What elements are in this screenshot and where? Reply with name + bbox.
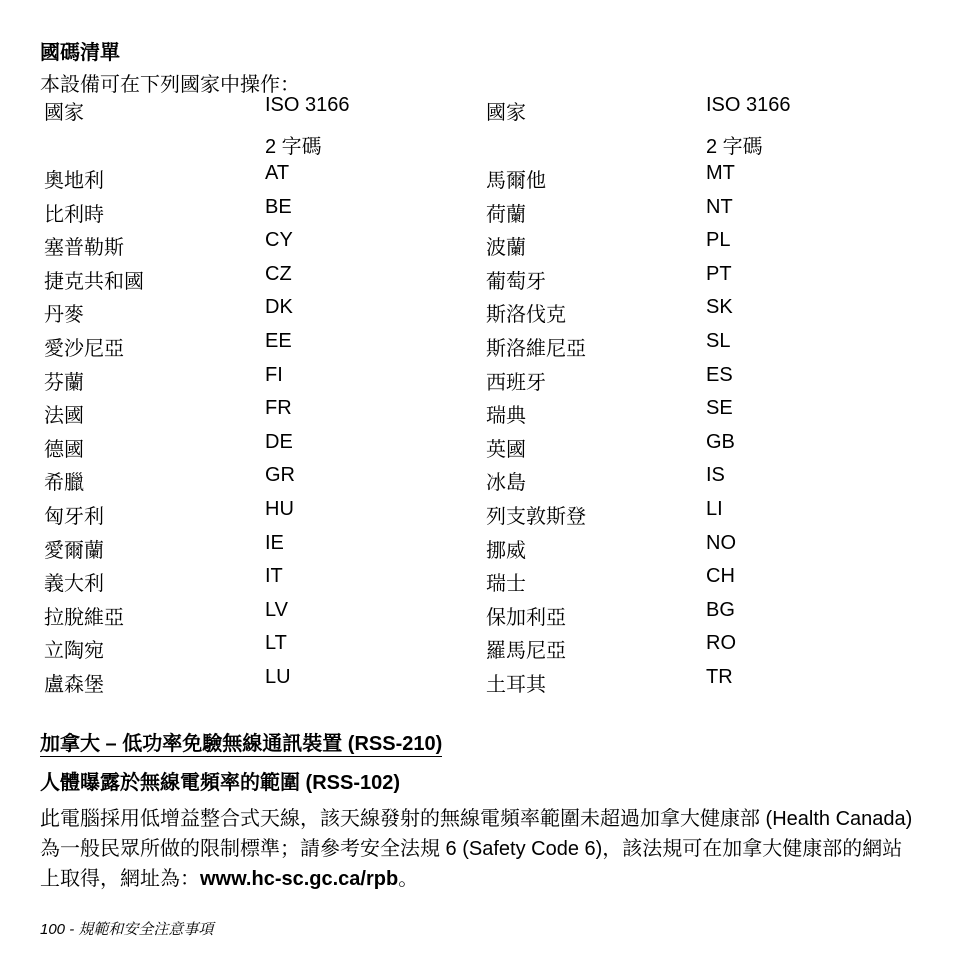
country-code: FI	[265, 364, 283, 386]
country-code: SE	[706, 397, 733, 419]
country-name: 斯洛伐克	[486, 304, 566, 326]
country-name: 芬蘭	[44, 372, 84, 394]
header-code-right: ISO 3166	[706, 94, 791, 116]
header-country-right: 國家	[486, 102, 526, 124]
country-code: SK	[706, 296, 733, 318]
country-name: 丹麥	[44, 304, 84, 326]
health-canada-url: www.hc-sc.gc.ca/rpb	[200, 868, 399, 890]
country-name: 波蘭	[486, 237, 526, 259]
country-code: AT	[265, 162, 290, 184]
header-country-left: 國家	[44, 102, 84, 124]
paragraph-end: 。	[398, 868, 419, 890]
intro-text: 本設備可在下列國家中操作：	[40, 74, 300, 96]
country-name: 拉脫維亞	[44, 607, 124, 629]
country-code: LU	[265, 666, 291, 688]
country-name: 瑞士	[486, 573, 526, 595]
country-code: NO	[706, 532, 736, 554]
country-code: DK	[265, 296, 293, 318]
country-name: 瑞典	[486, 405, 526, 427]
country-code: ES	[706, 364, 733, 386]
country-name: 馬爾他	[486, 170, 546, 192]
country-code: BG	[706, 599, 735, 621]
country-name: 西班牙	[486, 372, 546, 394]
country-name: 羅馬尼亞	[486, 640, 566, 662]
country-name: 冰島	[486, 472, 526, 494]
page-title: 國碼清單	[40, 42, 120, 64]
country-code: LI	[706, 498, 723, 520]
country-code: RO	[706, 632, 736, 654]
country-name: 法國	[44, 405, 84, 427]
country-code: PL	[706, 229, 731, 251]
country-name: 土耳其	[486, 674, 546, 696]
country-code: FR	[265, 397, 292, 419]
country-name: 比利時	[44, 204, 104, 226]
country-code: GR	[265, 464, 295, 486]
country-code: BE	[265, 196, 292, 218]
country-code: PT	[706, 263, 732, 285]
country-code: HU	[265, 498, 294, 520]
country-code: LT	[265, 632, 287, 654]
country-code: LV	[265, 599, 288, 621]
country-name: 英國	[486, 439, 526, 461]
country-code: CH	[706, 565, 735, 587]
country-code: IT	[265, 565, 283, 587]
section-heading-rss210: 加拿大 – 低功率免驗無線通訊裝置 (RSS-210)	[40, 733, 443, 755]
header-code-left: ISO 3166	[265, 94, 350, 116]
country-code: CY	[265, 229, 293, 251]
country-name: 斯洛維尼亞	[486, 338, 586, 360]
country-name: 匈牙利	[44, 506, 104, 528]
country-name: 葡萄牙	[486, 271, 546, 293]
country-code: NT	[706, 196, 733, 218]
country-code: EE	[265, 330, 292, 352]
country-name: 盧森堡	[44, 674, 104, 696]
country-code: MT	[706, 162, 735, 184]
country-code: TR	[706, 666, 733, 688]
country-name: 捷克共和國	[44, 271, 144, 293]
country-code: IE	[265, 532, 284, 554]
country-code: CZ	[265, 263, 292, 285]
country-name: 希臘	[44, 472, 84, 494]
header-code-left-line2: 2 字碼	[265, 136, 322, 158]
country-code: SL	[706, 330, 731, 352]
country-name: 奧地利	[44, 170, 104, 192]
country-name: 保加利亞	[486, 607, 566, 629]
country-code: DE	[265, 431, 293, 453]
section-heading-rss102: 人體曝露於無線電頻率的範圍 (RSS-102)	[40, 772, 401, 794]
country-name: 荷蘭	[486, 204, 526, 226]
country-name: 愛沙尼亞	[44, 338, 124, 360]
country-name: 列支敦斯登	[486, 506, 586, 528]
country-name: 塞普勒斯	[44, 237, 124, 259]
country-name: 德國	[44, 439, 84, 461]
header-code-right-line2: 2 字碼	[706, 136, 763, 158]
country-name: 立陶宛	[44, 640, 104, 662]
paragraph-text: 此電腦採用低增益整合式天線，該天線發射的無線電頻率範圍未超過加拿大健康部 (Health Canada) 為一般民眾所做的限制標準；請參考安全法規 6 (Safety Code 6)，該法規可在加拿大健康部的網站上取得，網址為：	[40, 808, 913, 890]
country-code: GB	[706, 431, 735, 453]
page-footer: 100 - 規範和安全注意事項	[40, 921, 214, 938]
country-name: 義大利	[44, 573, 104, 595]
exposure-paragraph	[40, 804, 920, 894]
country-code: IS	[706, 464, 725, 486]
country-name: 愛爾蘭	[44, 540, 104, 562]
country-name: 挪威	[486, 540, 526, 562]
